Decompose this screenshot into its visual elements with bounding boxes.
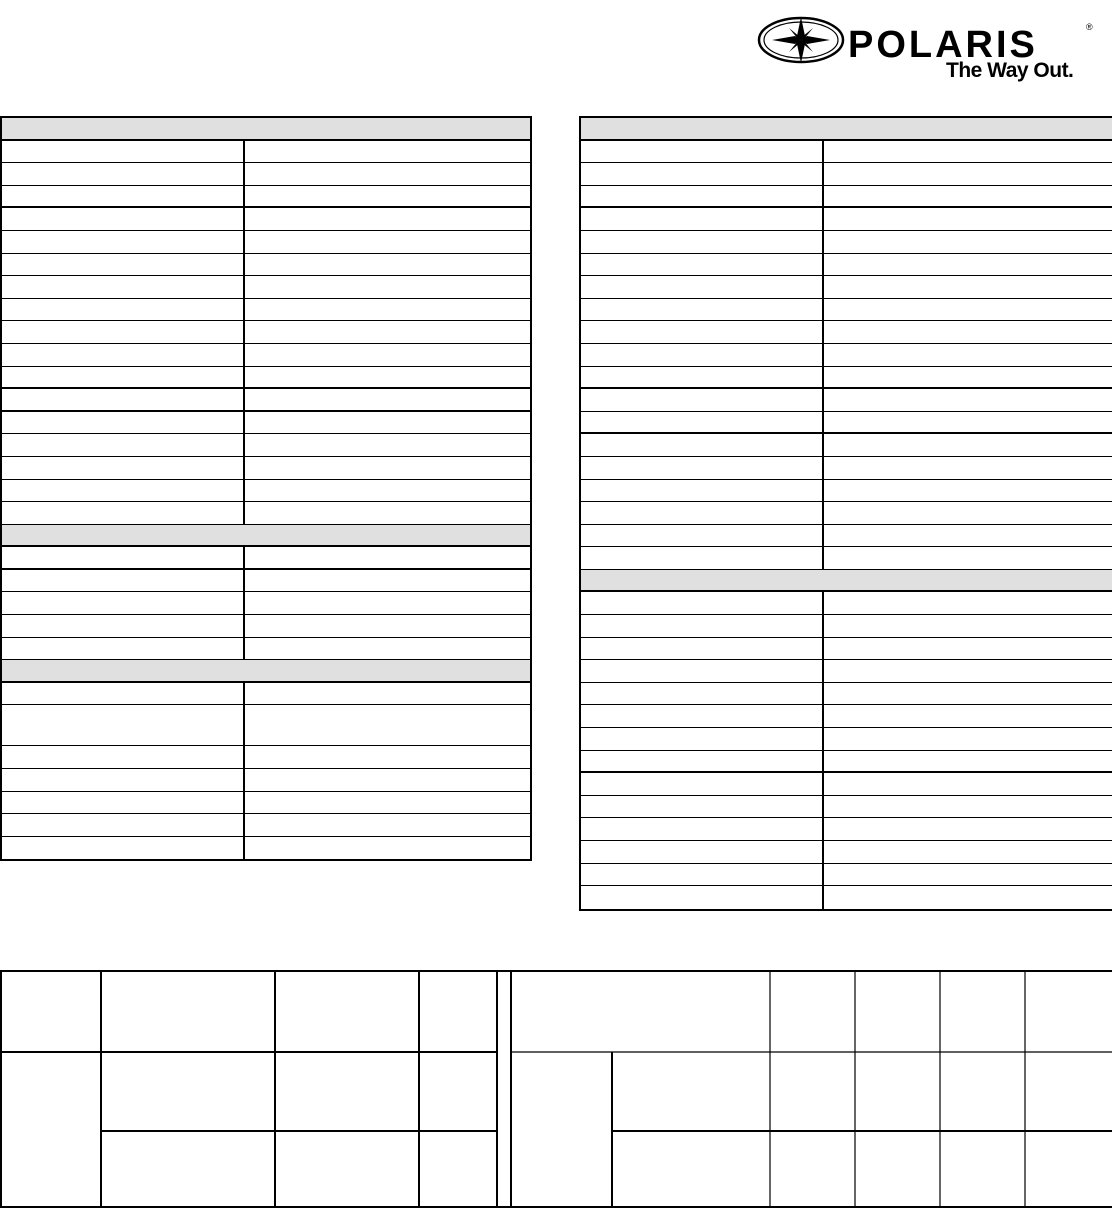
spec-value <box>245 457 530 479</box>
spec-row <box>2 457 530 480</box>
spec-label <box>581 638 824 660</box>
spec-label <box>581 389 824 411</box>
spec-value <box>245 746 530 768</box>
spec-row <box>2 705 530 746</box>
spec-label <box>2 547 245 568</box>
spec-row <box>581 502 1112 525</box>
spec-row <box>2 434 530 457</box>
spec-row <box>581 886 1112 909</box>
spec-value <box>824 141 1112 163</box>
spec-row <box>581 818 1112 841</box>
registered-mark: ® <box>1086 22 1093 32</box>
spec-label <box>2 208 245 230</box>
spec-value <box>824 615 1112 637</box>
spec-value <box>245 570 530 592</box>
spec-label <box>2 592 245 614</box>
spec-row <box>2 746 530 769</box>
spec-label <box>581 796 824 818</box>
spec-value <box>245 502 530 524</box>
spec-row <box>2 814 530 837</box>
spec-label <box>581 344 824 366</box>
spec-label <box>581 525 824 547</box>
spec-label <box>581 615 824 637</box>
spec-row <box>2 367 530 390</box>
spec-value <box>824 751 1112 772</box>
spec-value <box>824 321 1112 343</box>
spec-label <box>2 163 245 185</box>
spec-value <box>245 638 530 660</box>
polaris-logo <box>756 14 1096 84</box>
spec-row <box>2 769 530 792</box>
section-title <box>2 525 530 546</box>
spec-row <box>2 837 530 860</box>
spec-value <box>245 254 530 276</box>
spec-row <box>581 163 1112 186</box>
spec-label <box>581 683 824 705</box>
spec-value <box>824 276 1112 298</box>
spec-value <box>824 705 1112 727</box>
spec-row <box>581 705 1112 728</box>
spec-row <box>581 728 1112 751</box>
spec-row <box>581 276 1112 299</box>
spec-label <box>2 412 245 434</box>
spec-value <box>245 705 530 745</box>
spec-row <box>581 321 1112 344</box>
spec-row <box>2 141 530 164</box>
spec-value <box>245 547 530 568</box>
spec-label <box>581 231 824 253</box>
spec-label <box>2 434 245 456</box>
spec-row <box>2 683 530 706</box>
spec-row <box>581 344 1112 367</box>
spec-value <box>824 299 1112 321</box>
spec-value <box>824 208 1112 230</box>
spec-value <box>245 163 530 185</box>
spec-label <box>581 208 824 230</box>
spec-label <box>2 367 245 388</box>
spec-row <box>2 570 530 593</box>
spec-value <box>245 480 530 502</box>
spec-label <box>581 705 824 727</box>
spec-value <box>824 367 1112 388</box>
spec-value <box>824 683 1112 705</box>
spec-value <box>824 864 1112 886</box>
section-title <box>581 118 1112 139</box>
spec-value <box>245 231 530 253</box>
spec-value <box>824 502 1112 524</box>
spec-row <box>2 792 530 815</box>
spec-value <box>245 367 530 388</box>
spec-value <box>824 818 1112 840</box>
spec-value <box>245 141 530 163</box>
spec-label <box>581 818 824 840</box>
spec-label <box>2 683 245 705</box>
spec-row <box>581 186 1112 209</box>
spec-row <box>2 163 530 186</box>
spec-label <box>2 705 245 745</box>
spec-row <box>581 660 1112 683</box>
spec-label <box>581 299 824 321</box>
spec-value <box>245 208 530 230</box>
spec-row <box>581 299 1112 322</box>
spec-value <box>824 412 1112 433</box>
spec-value <box>824 480 1112 502</box>
spec-label <box>581 321 824 343</box>
spec-row <box>581 480 1112 503</box>
spec-label <box>581 434 824 456</box>
spec-row <box>581 773 1112 796</box>
spec-value <box>824 434 1112 456</box>
spec-value <box>824 796 1112 818</box>
spec-row <box>2 276 530 299</box>
right-spec-table <box>579 116 1112 911</box>
section-header <box>2 660 530 683</box>
spec-value <box>245 615 530 637</box>
spec-value <box>245 592 530 614</box>
section-header <box>2 525 530 548</box>
spec-label <box>2 457 245 479</box>
spec-row <box>581 796 1112 819</box>
spec-value <box>824 254 1112 276</box>
spec-value <box>824 592 1112 614</box>
spec-value <box>824 547 1112 569</box>
spec-label <box>581 547 824 569</box>
spec-label <box>581 864 824 886</box>
section-title <box>581 570 1112 591</box>
spec-value <box>245 186 530 207</box>
spec-row <box>2 344 530 367</box>
spec-value <box>824 457 1112 479</box>
spec-label <box>581 141 824 163</box>
spec-label <box>581 773 824 795</box>
spec-row <box>2 615 530 638</box>
spec-value <box>824 638 1112 660</box>
spec-row <box>581 254 1112 277</box>
spec-value <box>245 389 530 410</box>
spec-row <box>2 186 530 209</box>
spec-value <box>245 299 530 321</box>
spec-value <box>824 231 1112 253</box>
spec-label <box>2 570 245 592</box>
spec-value <box>824 841 1112 863</box>
spec-row <box>2 502 530 525</box>
spec-row <box>2 592 530 615</box>
spec-row <box>2 547 530 570</box>
spec-label <box>581 502 824 524</box>
spec-value <box>245 769 530 791</box>
spec-label <box>2 389 245 410</box>
spec-label <box>581 480 824 502</box>
section-header <box>2 118 530 141</box>
spec-value <box>824 186 1112 207</box>
spec-label <box>581 660 824 682</box>
spec-row <box>2 208 530 231</box>
spec-value <box>245 434 530 456</box>
spec-label <box>581 412 824 433</box>
left-spec-table <box>0 116 532 861</box>
spec-value <box>824 163 1112 185</box>
spec-value <box>245 814 530 836</box>
section-header <box>581 118 1112 141</box>
spec-label <box>2 186 245 207</box>
spec-value <box>824 886 1112 909</box>
spec-label <box>2 141 245 163</box>
spec-label <box>581 276 824 298</box>
spec-label <box>2 502 245 524</box>
spec-row <box>2 321 530 344</box>
section-title <box>2 118 530 139</box>
spec-row <box>581 841 1112 864</box>
spec-label <box>581 886 824 909</box>
spec-row <box>2 299 530 322</box>
brand-wordmark: POLARIS <box>848 24 1038 66</box>
spec-label <box>2 746 245 768</box>
spec-row <box>581 412 1112 435</box>
spec-row <box>581 751 1112 774</box>
spec-label <box>2 837 245 860</box>
grid-lines <box>0 970 1112 1208</box>
brand-tagline: The Way Out. <box>946 59 1074 82</box>
spec-label <box>2 299 245 321</box>
spec-row <box>581 615 1112 638</box>
spec-label <box>2 792 245 814</box>
spec-label <box>581 367 824 388</box>
spec-value <box>824 389 1112 411</box>
spec-value <box>824 728 1112 750</box>
spec-row <box>581 367 1112 390</box>
spec-label <box>2 344 245 366</box>
spec-value <box>245 792 530 814</box>
spec-label <box>581 163 824 185</box>
spec-row <box>581 525 1112 548</box>
spec-value <box>245 683 530 705</box>
spec-value <box>824 660 1112 682</box>
spec-label <box>2 254 245 276</box>
spec-label <box>2 480 245 502</box>
spec-row <box>2 412 530 435</box>
spec-row <box>581 231 1112 254</box>
spec-row <box>581 434 1112 457</box>
spec-row <box>2 254 530 277</box>
spec-value <box>245 837 530 860</box>
spec-row <box>581 208 1112 231</box>
spec-value <box>245 321 530 343</box>
spec-label <box>581 457 824 479</box>
spec-value <box>824 525 1112 547</box>
spec-row <box>2 480 530 503</box>
star-compass-icon <box>756 14 846 66</box>
spec-row <box>581 592 1112 615</box>
spec-label <box>581 186 824 207</box>
spec-row <box>581 864 1112 887</box>
spec-row <box>2 638 530 661</box>
spec-value <box>245 276 530 298</box>
section-header <box>581 570 1112 593</box>
spec-row <box>581 638 1112 661</box>
spec-row <box>581 683 1112 706</box>
spec-row <box>581 389 1112 412</box>
spec-label <box>2 769 245 791</box>
spec-value <box>245 412 530 434</box>
spec-row <box>2 389 530 412</box>
section-title <box>2 660 530 681</box>
spec-value <box>245 344 530 366</box>
spec-label <box>2 231 245 253</box>
spec-label <box>2 638 245 660</box>
spec-label <box>581 254 824 276</box>
spec-value <box>824 773 1112 795</box>
spec-label <box>2 615 245 637</box>
bottom-info-grid <box>0 970 1112 1208</box>
spec-row <box>581 141 1112 164</box>
spec-label <box>581 841 824 863</box>
spec-label <box>581 592 824 614</box>
spec-value <box>824 344 1112 366</box>
spec-label <box>581 728 824 750</box>
spec-row <box>2 231 530 254</box>
spec-label <box>2 814 245 836</box>
spec-label <box>2 321 245 343</box>
spec-label <box>2 276 245 298</box>
spec-row <box>581 457 1112 480</box>
spec-label <box>581 751 824 772</box>
spec-row <box>581 547 1112 570</box>
